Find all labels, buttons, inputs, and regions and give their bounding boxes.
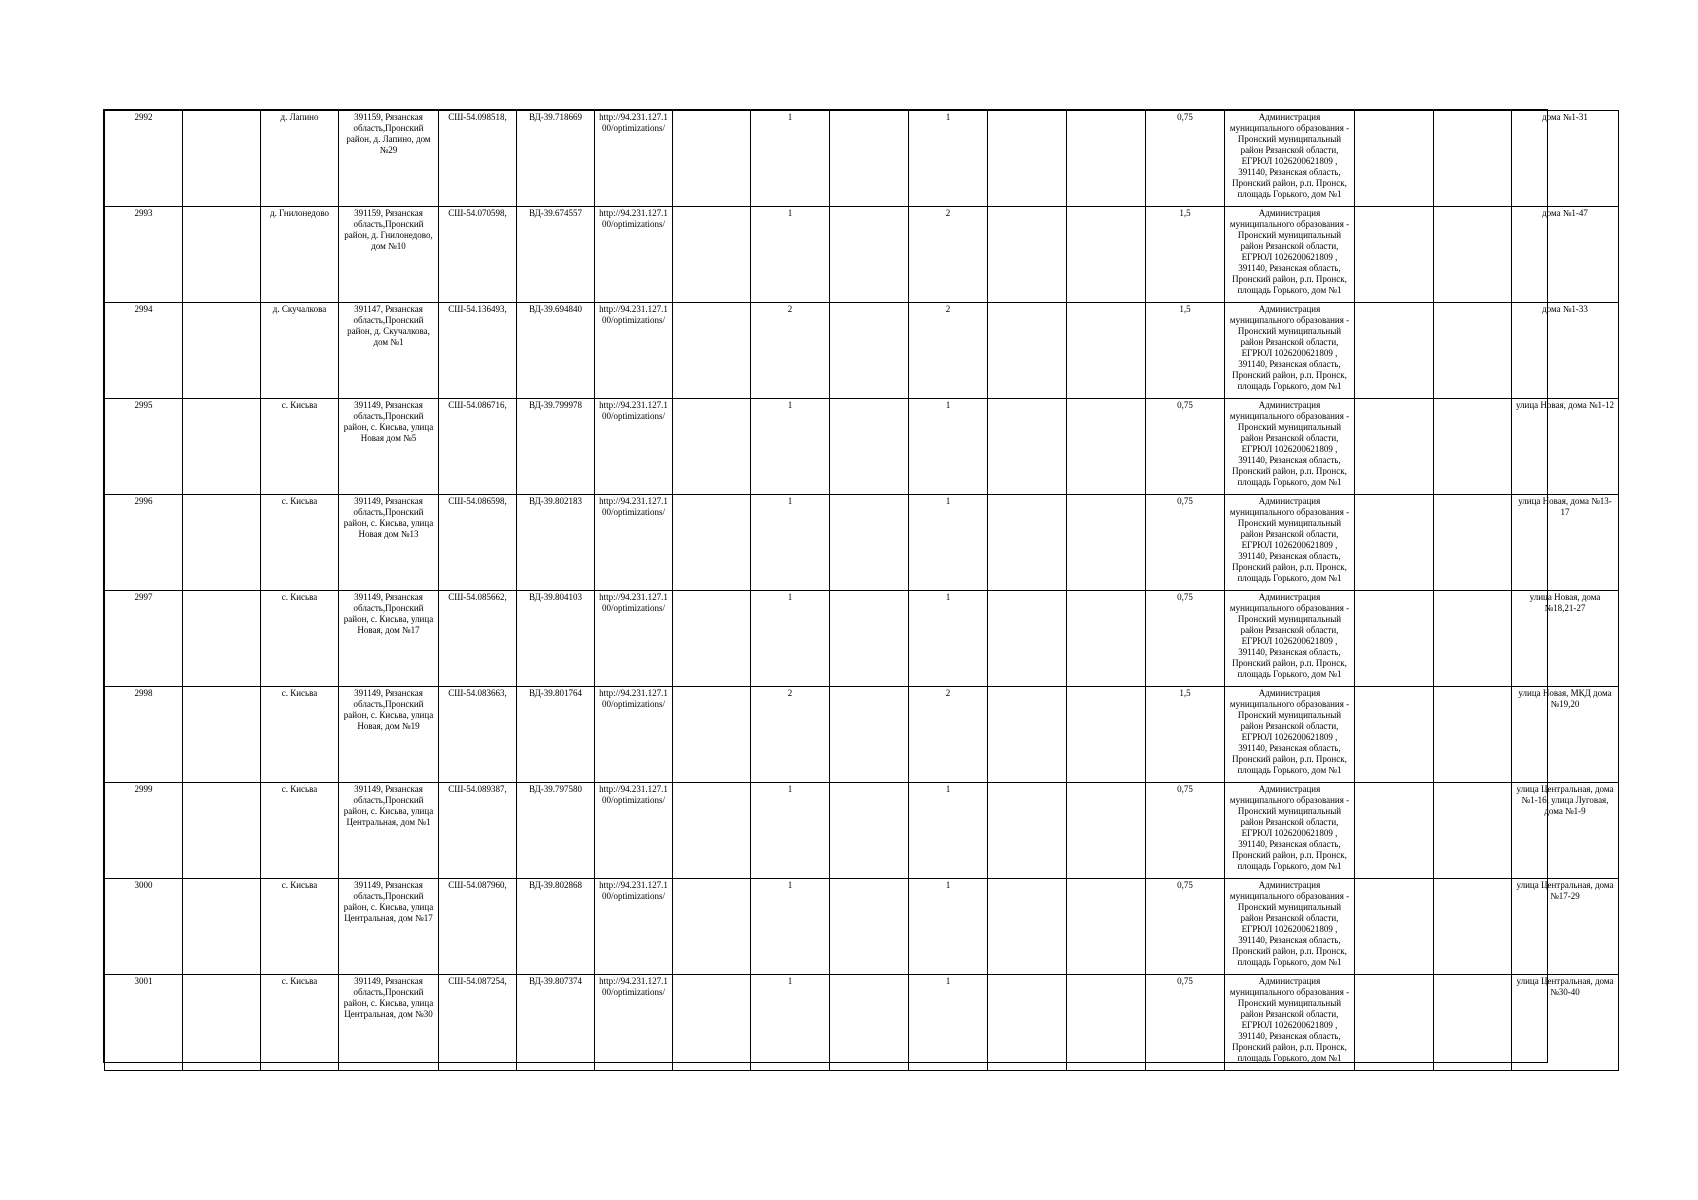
cell-empty (183, 591, 261, 687)
cell-longitude: ВД-39.797580 (517, 783, 595, 879)
cell-empty (830, 495, 909, 591)
cell-served-houses: улица Новая, МКД дома №19,20 (1512, 687, 1619, 783)
cell-empty (988, 207, 1067, 303)
cell-volume: 0,75 (1146, 591, 1225, 687)
cell-empty (1067, 495, 1146, 591)
cell-volume: 0,75 (1146, 111, 1225, 207)
cell-record-number: 2999 (105, 783, 183, 879)
cell-latitude: СШ-54.089387, (439, 783, 517, 879)
cell-latitude: СШ-54.086598, (439, 495, 517, 591)
cell-owner: Администрация муниципального образования - Пронский муниципальный район Рязанской области, ЕГРЮЛ 1026200621809 , 391140, Рязанская область, Пронский район, р.п. Пронск, площадь Горького, дом №1 (1225, 495, 1355, 591)
cell-container-count: 1 (751, 591, 830, 687)
cell-link: http://94.231.127.100/optimizations/ (595, 975, 673, 1071)
cell-empty (988, 303, 1067, 399)
cell-latitude: СШ-54.083663, (439, 687, 517, 783)
cell-container-count: 1 (751, 879, 830, 975)
cell-address: 391149, Рязанская область,Пронский район, с. Кисьва, улица Новая дом №5 (339, 399, 439, 495)
cell-container-quantity: 1 (909, 975, 988, 1071)
cell-empty (183, 783, 261, 879)
cell-empty (1067, 399, 1146, 495)
cell-owner: Администрация муниципального образования - Пронский муниципальный район Рязанской области, ЕГРЮЛ 1026200621809 , 391140, Рязанская область, Пронский район, р.п. Пронск, площадь Горького, дом №1 (1225, 591, 1355, 687)
cell-owner: Администрация муниципального образования - Пронский муниципальный район Рязанской области, ЕГРЮЛ 1026200621809 , 391140, Рязанская область, Пронский район, р.п. Пронск, площадь Горького, дом №1 (1225, 207, 1355, 303)
cell-served-houses: улица Центральная, дома №1-16, улица Луговая, дома №1-9 (1512, 783, 1619, 879)
cell-empty (830, 879, 909, 975)
container-sites-table (104, 110, 1619, 1071)
table-row (105, 975, 1619, 1071)
cell-empty (183, 111, 261, 207)
table-row (105, 399, 1619, 495)
cell-container-count: 2 (751, 303, 830, 399)
cell-container-count: 2 (751, 687, 830, 783)
cell-empty (1067, 879, 1146, 975)
cell-empty (1434, 879, 1512, 975)
cell-volume: 1,5 (1146, 207, 1225, 303)
cell-longitude: ВД-39.802868 (517, 879, 595, 975)
cell-locality: д. Лапино (261, 111, 339, 207)
cell-served-houses: улица Новая, дома №1-12 (1512, 399, 1619, 495)
cell-empty (1434, 975, 1512, 1071)
cell-address: 391149, Рязанская область,Пронский район, с. Кисьва, улица Новая, дом №19 (339, 687, 439, 783)
cell-empty (830, 111, 909, 207)
cell-empty (673, 975, 751, 1071)
cell-empty (1355, 207, 1434, 303)
cell-latitude: СШ-54.087254, (439, 975, 517, 1071)
cell-owner: Администрация муниципального образования - Пронский муниципальный район Рязанской области, ЕГРЮЛ 1026200621809 , 391140, Рязанская область, Пронский район, р.п. Пронск, площадь Горького, дом №1 (1225, 975, 1355, 1071)
cell-empty (830, 399, 909, 495)
cell-empty (183, 207, 261, 303)
cell-empty (988, 879, 1067, 975)
cell-container-count: 1 (751, 399, 830, 495)
cell-link: http://94.231.127.100/optimizations/ (595, 399, 673, 495)
cell-empty (1434, 399, 1512, 495)
cell-empty (673, 783, 751, 879)
cell-container-quantity: 2 (909, 303, 988, 399)
cell-locality: д. Скучалкова (261, 303, 339, 399)
cell-latitude: СШ-54.136493, (439, 303, 517, 399)
cell-empty (673, 111, 751, 207)
cell-empty (830, 207, 909, 303)
cell-empty (1067, 303, 1146, 399)
table-row (105, 879, 1619, 975)
cell-locality: с. Кисьва (261, 975, 339, 1071)
cell-owner: Администрация муниципального образования - Пронский муниципальный район Рязанской области, ЕГРЮЛ 1026200621809 , 391140, Рязанская область, Пронский район, р.п. Пронск, площадь Горького, дом №1 (1225, 399, 1355, 495)
cell-empty (988, 111, 1067, 207)
cell-empty (988, 687, 1067, 783)
cell-empty (183, 975, 261, 1071)
cell-locality: д. Гнилонедово (261, 207, 339, 303)
cell-volume: 1,5 (1146, 303, 1225, 399)
cell-volume: 0,75 (1146, 399, 1225, 495)
cell-empty (1355, 399, 1434, 495)
cell-locality: с. Кисьва (261, 783, 339, 879)
cell-empty (1355, 879, 1434, 975)
cell-empty (183, 399, 261, 495)
cell-container-count: 1 (751, 975, 830, 1071)
cell-container-count: 1 (751, 111, 830, 207)
cell-record-number: 2997 (105, 591, 183, 687)
cell-empty (1355, 783, 1434, 879)
cell-address: 391147, Рязанская область,Пронский район, д. Скучалкова, дом №1 (339, 303, 439, 399)
cell-empty (1355, 111, 1434, 207)
cell-empty (830, 303, 909, 399)
cell-link: http://94.231.127.100/optimizations/ (595, 303, 673, 399)
cell-longitude: ВД-39.804103 (517, 591, 595, 687)
cell-empty (1067, 591, 1146, 687)
cell-address: 391149, Рязанская область,Пронский район, с. Кисьва, улица Центральная, дом №30 (339, 975, 439, 1071)
cell-empty (1355, 303, 1434, 399)
cell-link: http://94.231.127.100/optimizations/ (595, 495, 673, 591)
cell-empty (1355, 591, 1434, 687)
cell-link: http://94.231.127.100/optimizations/ (595, 591, 673, 687)
cell-empty (1355, 687, 1434, 783)
cell-empty (988, 495, 1067, 591)
cell-served-houses: улица Новая, дома №18,21-27 (1512, 591, 1619, 687)
cell-empty (1434, 207, 1512, 303)
cell-longitude: ВД-39.807374 (517, 975, 595, 1071)
cell-latitude: СШ-54.070598, (439, 207, 517, 303)
cell-address: 391149, Рязанская область,Пронский район, с. Кисьва, улица Новая дом №13 (339, 495, 439, 591)
cell-empty (830, 783, 909, 879)
table-row (105, 591, 1619, 687)
cell-empty (1434, 111, 1512, 207)
cell-container-quantity: 2 (909, 687, 988, 783)
cell-locality: с. Кисьва (261, 591, 339, 687)
cell-owner: Администрация муниципального образования - Пронский муниципальный район Рязанской области, ЕГРЮЛ 1026200621809 , 391140, Рязанская область, Пронский район, р.п. Пронск, площадь Горького, дом №1 (1225, 687, 1355, 783)
table-row (105, 111, 1619, 207)
cell-served-houses: дома №1-33 (1512, 303, 1619, 399)
table-row (105, 303, 1619, 399)
cell-empty (1434, 687, 1512, 783)
cell-latitude: СШ-54.085662, (439, 591, 517, 687)
cell-empty (1434, 303, 1512, 399)
cell-served-houses: улица Центральная, дома №30-40 (1512, 975, 1619, 1071)
cell-longitude: ВД-39.674557 (517, 207, 595, 303)
cell-served-houses: улица Новая, дома №13-17 (1512, 495, 1619, 591)
cell-record-number: 2996 (105, 495, 183, 591)
cell-address: 391159, Рязанская область,Пронский район, д. Гнилонедово, дом №10 (339, 207, 439, 303)
cell-longitude: ВД-39.801764 (517, 687, 595, 783)
cell-locality: с. Кисьва (261, 687, 339, 783)
cell-longitude: ВД-39.802183 (517, 495, 595, 591)
cell-container-quantity: 1 (909, 591, 988, 687)
cell-empty (183, 303, 261, 399)
cell-container-quantity: 1 (909, 111, 988, 207)
cell-empty (1355, 975, 1434, 1071)
cell-container-quantity: 1 (909, 879, 988, 975)
cell-link: http://94.231.127.100/optimizations/ (595, 783, 673, 879)
cell-empty (1434, 495, 1512, 591)
cell-container-count: 1 (751, 783, 830, 879)
cell-volume: 1,5 (1146, 687, 1225, 783)
cell-empty (673, 591, 751, 687)
cell-empty (988, 783, 1067, 879)
cell-longitude: ВД-39.799978 (517, 399, 595, 495)
cell-link: http://94.231.127.100/optimizations/ (595, 687, 673, 783)
cell-empty (673, 399, 751, 495)
cell-container-quantity: 1 (909, 783, 988, 879)
cell-owner: Администрация муниципального образования - Пронский муниципальный район Рязанской области, ЕГРЮЛ 1026200621809 , 391140, Рязанская область, Пронский район, р.п. Пронск, площадь Горького, дом №1 (1225, 303, 1355, 399)
cell-latitude: СШ-54.098518, (439, 111, 517, 207)
cell-link: http://94.231.127.100/optimizations/ (595, 111, 673, 207)
table-row (105, 495, 1619, 591)
cell-container-count: 1 (751, 207, 830, 303)
cell-record-number: 3000 (105, 879, 183, 975)
cell-served-houses: дома №1-47 (1512, 207, 1619, 303)
cell-volume: 0,75 (1146, 879, 1225, 975)
cell-record-number: 2995 (105, 399, 183, 495)
cell-empty (1067, 975, 1146, 1071)
cell-empty (1067, 207, 1146, 303)
cell-locality: с. Кисьва (261, 879, 339, 975)
cell-empty (988, 975, 1067, 1071)
cell-empty (988, 399, 1067, 495)
cell-record-number: 2992 (105, 111, 183, 207)
table-row (105, 687, 1619, 783)
table-row (105, 783, 1619, 879)
cell-record-number: 3001 (105, 975, 183, 1071)
cell-empty (1434, 591, 1512, 687)
cell-empty (673, 303, 751, 399)
cell-latitude: СШ-54.087960, (439, 879, 517, 975)
cell-empty (673, 879, 751, 975)
cell-link: http://94.231.127.100/optimizations/ (595, 207, 673, 303)
cell-empty (183, 879, 261, 975)
cell-owner: Администрация муниципального образования - Пронский муниципальный район Рязанской области, ЕГРЮЛ 1026200621809 , 391140, Рязанская область, Пронский район, р.п. Пронск, площадь Горького, дом №1 (1225, 783, 1355, 879)
cell-served-houses: дома №1-31 (1512, 111, 1619, 207)
cell-empty (830, 975, 909, 1071)
cell-empty (673, 495, 751, 591)
cell-volume: 0,75 (1146, 783, 1225, 879)
cell-empty (1434, 783, 1512, 879)
cell-empty (988, 591, 1067, 687)
cell-empty (1067, 783, 1146, 879)
cell-container-quantity: 1 (909, 399, 988, 495)
cell-empty (1067, 687, 1146, 783)
cell-locality: с. Кисьва (261, 495, 339, 591)
cell-locality: с. Кисьва (261, 399, 339, 495)
cell-link: http://94.231.127.100/optimizations/ (595, 879, 673, 975)
cell-empty (183, 687, 261, 783)
cell-empty (673, 687, 751, 783)
table-body (105, 111, 1619, 1071)
cell-record-number: 2998 (105, 687, 183, 783)
cell-owner: Администрация муниципального образования - Пронский муниципальный район Рязанской области, ЕГРЮЛ 1026200621809 , 391140, Рязанская область, Пронский район, р.п. Пронск, площадь Горького, дом №1 (1225, 111, 1355, 207)
cell-address: 391149, Рязанская область,Пронский район, с. Кисьва, улица Центральная, дом №17 (339, 879, 439, 975)
cell-empty (830, 591, 909, 687)
cell-longitude: ВД-39.694840 (517, 303, 595, 399)
cell-container-quantity: 2 (909, 207, 988, 303)
cell-empty (1067, 111, 1146, 207)
cell-served-houses: улица Центральная, дома №17-29 (1512, 879, 1619, 975)
cell-address: 391149, Рязанская область,Пронский район, с. Кисьва, улица Новая, дом №17 (339, 591, 439, 687)
cell-longitude: ВД-39.718669 (517, 111, 595, 207)
cell-record-number: 2994 (105, 303, 183, 399)
cell-record-number: 2993 (105, 207, 183, 303)
cell-volume: 0,75 (1146, 495, 1225, 591)
cell-latitude: СШ-54.086716, (439, 399, 517, 495)
table-row (105, 207, 1619, 303)
cell-container-count: 1 (751, 495, 830, 591)
cell-container-quantity: 1 (909, 495, 988, 591)
cell-empty (673, 207, 751, 303)
cell-empty (1355, 495, 1434, 591)
cell-owner: Администрация муниципального образования - Пронский муниципальный район Рязанской области, ЕГРЮЛ 1026200621809 , 391140, Рязанская область, Пронский район, р.п. Пронск, площадь Горького, дом №1 (1225, 879, 1355, 975)
cell-address: 391159, Рязанская область,Пронский район, д. Лапино, дом №29 (339, 111, 439, 207)
cell-empty (830, 687, 909, 783)
cell-empty (183, 495, 261, 591)
cell-address: 391149, Рязанская область,Пронский район, с. Кисьва, улица Центральная, дом №1 (339, 783, 439, 879)
cell-volume: 0,75 (1146, 975, 1225, 1071)
